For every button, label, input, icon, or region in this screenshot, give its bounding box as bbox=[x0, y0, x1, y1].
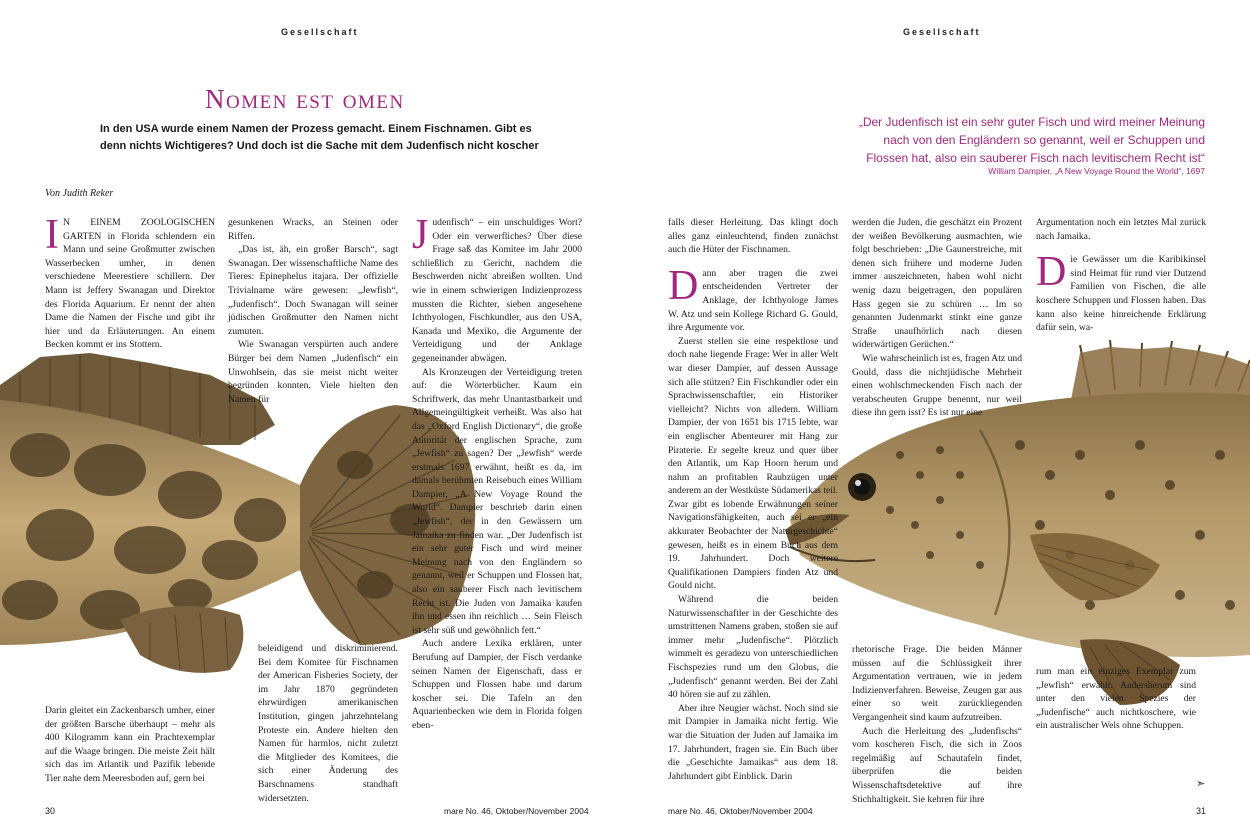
paragraph: beleidigend und diskriminierend. Bei dem Komitee für Fischnamen der American Fisheries Society, der im Jahr 1870 gegründeten ehrwürdigen amerikanischen Institution, gingen jahrzehntelang Proteste ein. Andere hielten den Namen für harmlos, nicht zuletzt die Mitglieder des Komitees, die sich einer Änderung des Barschnamens standhaft widersetzten. bbox=[258, 643, 398, 804]
column-right-2 bbox=[852, 216, 1022, 421]
column-left-1-bottom bbox=[45, 704, 215, 786]
paragraph: rum man ein einziges Exemplar zum „Jewfish“ erwählt. Andersherum sind unter den vielen Spezies der „Judenfische“ auch nichtkoschere, wie ein australischer Wels ohne Schuppen. bbox=[1036, 666, 1196, 732]
column-left-1 bbox=[45, 212, 215, 352]
paragraph: gesunkenen Wracks, an Steinen oder Riffen. bbox=[228, 217, 398, 242]
paragraph: Aber ihre Neugier wächst. Noch sind sie mit Dampier in Jamaika nicht fertig. Wie war die Situation der Juden auf Jamaika im 17. Jahrhundert, fragen sie. Ein Buch über die „Geschichte Jamaikas“ aus dem 18. Jahrhundert gibt Einblick. Darin bbox=[668, 702, 838, 782]
paragraph: Darin gleitet ein Zackenbarsch umher, einer der größten Barsche überhaupt – mehr als 400 Kilogramm kann ein Prachtexemplar auf die Waage bringen. Die meiste Zeit hält sich das im Atlantik und Pazifik lebende Tier nahe dem Meeresboden auf, gern bei bbox=[45, 705, 215, 784]
column-right-3-bottom bbox=[1036, 665, 1196, 733]
dropcap: J bbox=[412, 216, 429, 258]
paragraph: rhetorische Frage. Die beiden Männer müssen auf die Schlüssigkeit ihrer Argumentation vertrauen, wie in jedem Indizienverfahren. Beweise, Zeugen gar aus einer so weit zurückliegenden Vergangenheit sind kaum aufzutreiben. bbox=[852, 644, 1022, 723]
paragraph: Auch andere Lexika erklären, unter Berufung auf Dampier, der Fisch verdanke seinen Namen der Eigenschaft, dass er Schuppen und Flossen habe und darum koscher sei. Die Tafeln an den Aquarienbecken wie dem in Florida folgen eben- bbox=[412, 638, 582, 731]
paragraph: ie Gewässer um die Karibikinsel sind Heimat für rund vier Dutzend Familien von Fischen, die alle koschere Schuppen und Flossen haben. Das kann also keine hinreichende Erklärung dafür sein, wa- bbox=[1036, 254, 1206, 334]
paragraph: werden die Juden, die geschätzt ein Prozent der weißen Bevölkerung ausmachten, wie folgt beschrieben: „Die Gaunerstreiche, mit denen sich frühere und moderne Juden immer auszeichneten, haben wohl nicht wenig dazu beigetragen, den populären Hass gegen sie zu schüren … Im so genannten Judenmarkt stinkt eine ganze Straße unaufhörlich nach diesen widerwärtigen Gerüchen.“ bbox=[852, 217, 1022, 351]
paragraph: udenfisch“ – ein unschuldiges Wort? Oder ein verwerfliches? Über diese Frage saß das Komitee im Jahr 2000 schließlich zu Gericht, nachdem die Beschwerden nicht abreißen wollten. Und wie in einem schwierigen Indizienprozess mussten die Richter, sieben angesehene Ichthyologen, Fischkundler, aus den USA, Kanada und Mexiko, die Argumente der Verteidigung und der Anklage gegeneinander abwägen. bbox=[412, 217, 582, 364]
column-left-3 bbox=[412, 216, 582, 786]
column-left-2-bottom bbox=[258, 642, 398, 805]
pull-quote-source: William Dampier, „A New Voyage Round the World“, 1697 bbox=[988, 166, 1205, 176]
section-label: Gesellschaft bbox=[903, 27, 981, 37]
pull-quote: „Der Judenfisch ist ein sehr guter Fisch und wird meiner Meinung nach von den Engländern so genannt, weil er Schuppen und Flossen hat, also ein sauberer Fisch nach levitischem Recht ist“ bbox=[858, 115, 1205, 165]
author-byline: Von Judith Reker bbox=[45, 188, 114, 199]
article-title: Nomen est omen bbox=[205, 84, 405, 114]
dropcap: I bbox=[45, 212, 59, 258]
article-lead: In den USA wurde einem Namen der Prozess gemacht. Einem Fischnamen. Gibt es denn nichts Wichtigeres? Und doch ist die Sache mit dem Judenfisch nicht koscher bbox=[100, 123, 539, 152]
paragraph: „Das ist, äh, ein großer Barsch“, sagt Swanagan. Der wissenschaftliche Name des Tieres: Epinephelus itajara. Der offizielle Trivialname wäre gewesen: „Jewfish“, „Judenfisch“. Doch Swanagan will seiner jüdischen Großmutter den Namen nicht zumuten. bbox=[228, 244, 398, 337]
page-number: 31 bbox=[1196, 806, 1207, 816]
paragraph: falls dieser Herleitung. Das klingt doch alles ganz einleuchtend, finden zunächst auch die Hüter der Fischnamen. bbox=[668, 217, 838, 256]
dropcap: D bbox=[668, 262, 699, 309]
paragraph: N EINEM ZOOLOGISCHEN GARTEN in Florida schlendern ein Mann und seine Großmutter zwischen Wasserbecken umher, in denen verschiedene Meerestiere schillern. Der Mann ist Jeffery Swanagan und Direktor des Florida Aquarium. Er nennt der alten Dame die Namen der Fische und gibt ihr hier und da Erläuterungen. An einem Becken kommt er ins Stottern. bbox=[45, 217, 215, 351]
page-footer: mare No. 46, Oktober/November 2004 bbox=[668, 806, 813, 816]
page-number: 30 bbox=[45, 806, 56, 816]
paragraph: Zuerst stellen sie eine respektlose und doch nahe liegende Frage: Wer in aller Welt war dieser Dampier, auf dessen Aussage sich alle stützen? Ein Fischkundler oder ein Sprachwissenschaftler, ein Historiker vielleicht? Nichts von alledem. William Dampier, der von 1651 bis 1715 lebte, war ein englischer Abenteurer mit Hang zur Piraterie. Er segelte kreuz und quer über den Atlantik, um Kap Hoorn herum und nahm an profitablen Raubzügen unter anderem an der Westküste Südamerikas teil. Zwar gibt es lobende Erwähnungen seiner Navigationsfähigkeiten, auch sei er „ein akkurater Beobachter der Naturgeschichte“ gewesen, heißt es in einem Buch aus dem 19. Jahrhundert. Doch weitere Qualifikationen Dampiers finden Atz und Gould nicht. bbox=[668, 335, 838, 592]
paragraph: Als Kronzeugen der Verteidigung treten auf: die Wörterbücher. Kaum ein Schriftwerk, das mehr Unantastbarkeit und Allgemeingültigkeit verheißt. Was also hat das „Oxford English Dictionary“, die große Autorität der englischen Sprache, zum „Jewfish“ zu sagen? Der „Jewfish“ werde erstmals 1697 erwähnt, heißt es da, im damals berühmten Reisebuch eines William Dampier, „A New Voyage Round the World“. Dampier beschrieb darin einen „Jewfish“, der in den Gewässern um Jamaika zu finden war. „Der Judenfisch ist ein sehr guter Fisch und wird meiner Meinung nach von den Engländern so genannt, weil er Schuppen und Flossen hat, also ein sauberer Fisch nach levitischem Recht ist. Die Juden von Jamaika kaufen ihn und essen ihn reichlich … Sein Fleisch ist sehr süß und gewöhnlich fett.“ bbox=[412, 366, 582, 636]
paragraph: Während die beiden Naturwissenschaftler in der Geschichte des umstrittenen Namens graben, stoßen sie auf immer mehr „Judenfische“. Plötzlich wimmelt es geradezu von unterschiedlichen Fischspezies rund um den Globus, die „Judenfisch“ genannt werden. Bei der Zahl 40 hören sie auf zu zählen. bbox=[668, 594, 838, 701]
page-footer: mare No. 46, Oktober/November 2004 bbox=[444, 806, 589, 816]
paragraph: ann aber tragen die zwei entscheidenden Vertreter der Anklage, der Ichthyologe James W. Atz und sein Kollege Richard G. Gould, ihre Argumente vor. bbox=[668, 267, 838, 334]
section-label: Gesellschaft bbox=[281, 27, 359, 37]
paragraph: Auch die Herleitung des „Judenfischs“ vom koscheren Fisch, die sich in Zoos regelmäßig auf Schautafeln findet, überprüfen die beiden Wissenschaftsdetektive auf ihre Stichhaltigkeit. Sie kehren für ihre bbox=[852, 725, 1022, 805]
arrow-right-icon: ➣ bbox=[1196, 777, 1206, 790]
column-right-2-bottom bbox=[852, 643, 1022, 806]
column-right-1 bbox=[668, 216, 838, 796]
dropcap: D bbox=[1036, 249, 1067, 296]
column-left-2 bbox=[228, 216, 398, 406]
column-right-3 bbox=[1036, 216, 1206, 371]
paragraph: Wie wahrscheinlich ist es, fragen Atz und Gould, dass die nichtjüdische Mehrheit einen wohlschmeckenden Fisch nach der verabscheuten Gruppe benennt, nur weil diese ihn gern isst? Es ist nur eine bbox=[852, 352, 1022, 419]
paragraph: Wie Swanagan verspürten auch andere Bürger bei dem Namen „Judenfisch“ ein Unwohlsein, das sie meist nicht weiter begründen konnten. Viele hielten den Namen für bbox=[228, 339, 398, 405]
paragraph: Argumentation noch ein letztes Mal zurück nach Jamaika. bbox=[1036, 217, 1206, 242]
